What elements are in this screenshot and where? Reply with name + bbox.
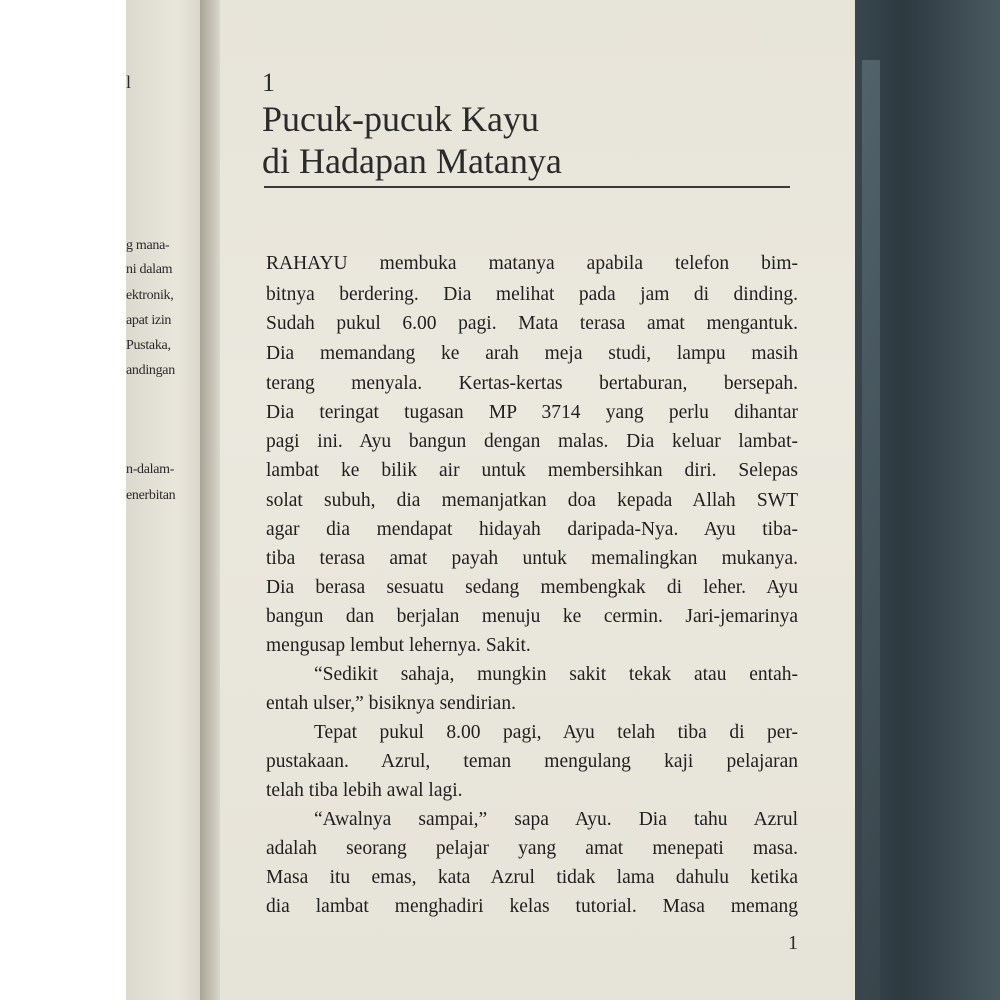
left-page-fragment: g mana- — [126, 238, 170, 253]
chapter-number: 1 — [262, 68, 275, 97]
chapter-title-line: Pucuk-pucuk Kayu — [262, 99, 539, 139]
left-page-fragment: n-dalam- — [126, 462, 175, 477]
body-line: telah tiba lebih awal lagi. — [266, 780, 463, 801]
body-line: dia lambat menghadiri kelas tutorial. Masa memang — [266, 896, 798, 917]
body-line: solat subuh, dia memanjatkan doa kepada Allah SWT — [266, 490, 798, 511]
body-line: tiba terasa amat payah untuk memalingkan mukanya. — [266, 548, 798, 569]
left-page-fragment: l — [126, 72, 131, 92]
body-line: Dia teringat tugasan MP 3714 yang perlu dihantar — [266, 402, 798, 423]
left-page-fragment: andingan — [126, 363, 175, 378]
body-line: agar dia mendapat hidayah daripada-Nya. Ayu tiba- — [266, 519, 798, 540]
left-page-fragment: ektronik, — [126, 288, 174, 303]
body-line: Tepat pukul 8.00 pagi, Ayu telah tiba di per- — [314, 722, 798, 743]
body-line: Dia berasa sesuatu sedang membengkak di leher. Ayu — [266, 577, 798, 598]
body-line: bangun dan berjalan menuju ke cermin. Jari-jemarinya — [266, 606, 798, 627]
left-page-fragment: Pustaka, — [126, 338, 171, 353]
body-line: Sudah pukul 6.00 pagi. Mata terasa amat mengantuk. — [266, 313, 798, 334]
left-page-fragment: ni dalam — [126, 262, 173, 277]
body-line: terang menyala. Kertas-kertas bertaburan, bersepah. — [266, 373, 798, 394]
book-gutter — [200, 0, 222, 1000]
body-line: “Sedikit sahaja, mungkin sakit tekak atau entah- — [314, 664, 798, 685]
page-number: 1 — [788, 932, 798, 954]
right-page — [220, 0, 855, 1000]
body-line: lambat ke bilik air untuk membersihkan diri. Selepas — [266, 460, 798, 481]
body-line: entah ulser,” bisiknya sendirian. — [266, 693, 516, 714]
body-line: bitnya berdering. Dia melihat pada jam di dinding. — [266, 284, 798, 305]
chapter-title-line: di Hadapan Matanya — [262, 141, 562, 181]
body-line: “Awalnya sampai,” sapa Ayu. Dia tahu Azrul — [314, 809, 798, 830]
body-line: pustakaan. Azrul, teman mengulang kaji pelajaran — [266, 751, 798, 772]
body-line: RAHAYU membuka matanya apabila telefon bim- — [266, 253, 798, 274]
chapter-title — [262, 98, 562, 182]
background-edge — [862, 60, 880, 1000]
body-line: Dia memandang ke arah meja studi, lampu masih — [266, 343, 798, 364]
body-line: adalah seorang pelajar yang amat menepati masa. — [266, 838, 798, 859]
title-rule — [264, 186, 790, 188]
body-line: mengusap lembut lehernya. Sakit. — [266, 635, 531, 656]
body-line: Masa itu emas, kata Azrul tidak lama dahulu ketika — [266, 867, 798, 888]
left-page-fragment: enerbitan — [126, 488, 176, 503]
body-line: pagi ini. Ayu bangun dengan malas. Dia keluar lambat- — [266, 431, 798, 452]
left-page-fragment: apat izin — [126, 313, 172, 328]
